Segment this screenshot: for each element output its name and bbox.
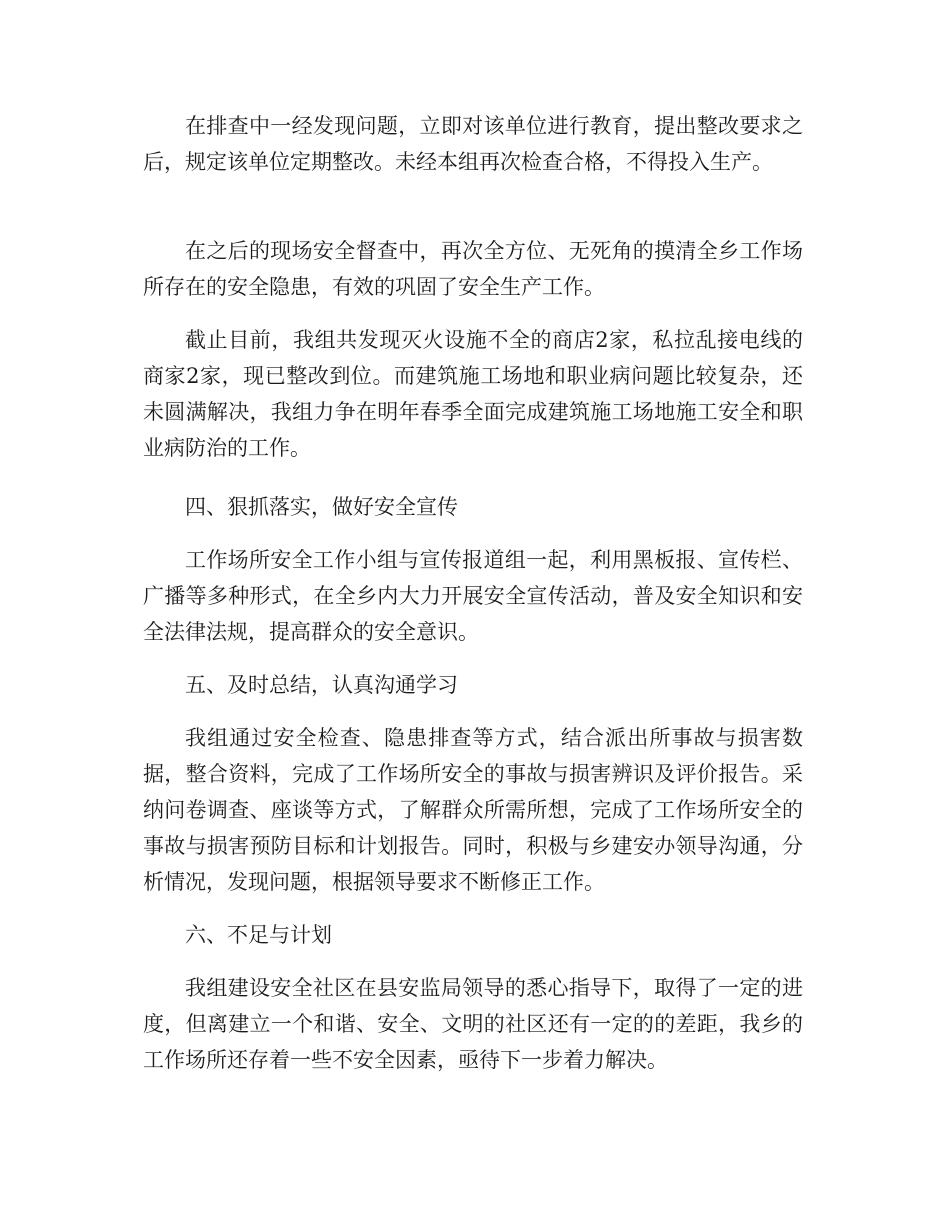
paragraph-publicity: 工作场所安全工作小组与宣传报道组一起，利用黑板报、宣传栏、广播等多种形式，在全乡内大力开展安全宣传活动，普及安全知识和安全法律法规，提高群众的安全意识。 <box>143 548 803 644</box>
heading-section-six: 六、不足与计划 <box>185 923 332 947</box>
paragraph-site-inspection: 在之后的现场安全督查中，再次全方位、无死角的摸清全乡工作场所存在的安全隐患，有效的巩固了安全生产工作。 <box>143 239 803 299</box>
paragraph-summary: 我组通过安全检查、隐患排查等方式，结合派出所事故与损害数据，整合资料，完成了工作场所安全的事故与损害辨识及评价报告。采纳问卷调查、座谈等方式，了解群众所需所想，完成了工作场所安全的事故与损害预防目标和计划报告。同时，积极与乡建安办领导沟通，分析情况，发现问题，根据领导要求不断修正工作。 <box>143 726 803 894</box>
paragraph-plan: 我组建设安全社区在县安监局领导的悉心指导下，取得了一定的进度，但离建立一个和谐、安全、文明的社区还有一定的的差距，我乡的工作场所还存着一些不安全因素，亟待下一步着力解决。 <box>143 976 803 1072</box>
heading-section-four: 四、狠抓落实，做好安全宣传 <box>185 495 458 519</box>
paragraph-findings: 截止目前，我组共发现灭火设施不全的商店2家，私拉乱接电线的商家2家，现已整改到位。而建筑施工场地和职业病问题比较复杂，还未圆满解决，我组力争在明年春季全面完成建筑施工场地施工安全和职业病防治的工作。 <box>143 328 803 460</box>
heading-section-five: 五、及时总结，认真沟通学习 <box>185 673 458 697</box>
paragraph-rectification: 在排查中一经发现问题，立即对该单位进行教育，提出整改要求之后，规定该单位定期整改。未经本组再次检查合格，不得投入生产。 <box>143 114 803 174</box>
